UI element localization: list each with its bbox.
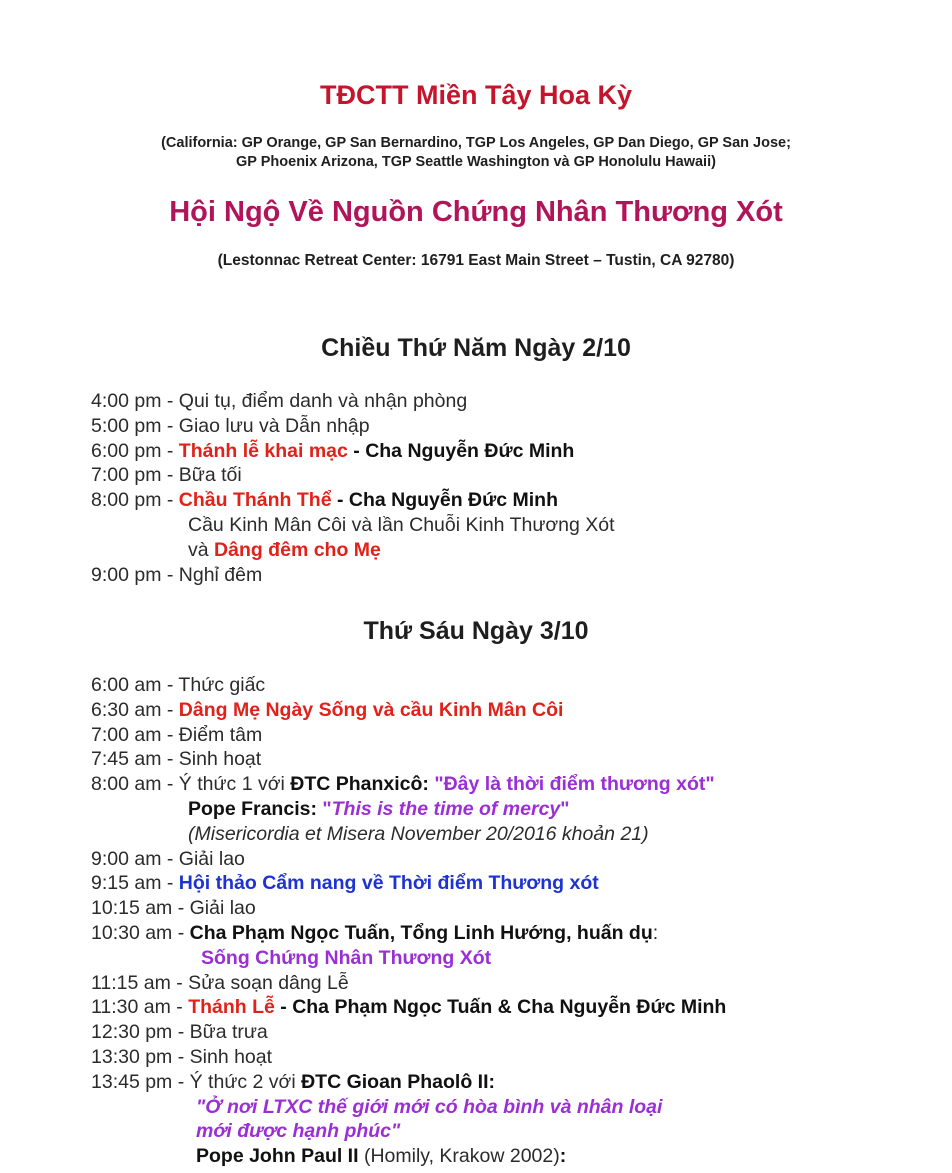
quote-purple: "Đây là thời điểm thương xót" (434, 773, 715, 796)
pope-name: ĐTC Gioan Phaolô II: (301, 1070, 496, 1093)
time-label: 13:45 pm - Ý thức 2 với (91, 1070, 302, 1093)
schedule-row (91, 921, 931, 946)
time-label: 8:00 am - Ý thức 1 với (91, 773, 291, 796)
time-label: 8:00 pm - (91, 489, 179, 512)
citation: (Homily, Krakow 2002) (358, 1145, 560, 1168)
schedule-row: 13:30 pm - Sinh hoạt (91, 1045, 273, 1068)
quote-mark: " (322, 797, 332, 820)
highlight-red: Dâng đêm cho Mẹ (214, 538, 381, 561)
colon: : (559, 1145, 567, 1168)
schedule-row: 6:00 am - Thức giấc (91, 674, 266, 696)
schedule-row: 7:00 am - Điểm tâm (91, 723, 263, 746)
schedule-row (91, 488, 931, 513)
highlight-red: Thánh Lễ (188, 996, 275, 1019)
schedule-row-continued (91, 1144, 931, 1169)
presider: - Cha Phạm Ngọc Tuấn & Cha Nguyễn Đức Minh (274, 996, 727, 1019)
presider: - Cha Nguyễn Đức Minh (331, 489, 559, 512)
dioceses-line-2: GP Phoenix Arizona, TGP Seattle Washington và GP Honolulu Hawaii) (236, 154, 716, 170)
citation: (Misericordia et Misera November 20/2016 khoản 21) (188, 822, 649, 845)
schedule-row (91, 772, 931, 797)
pope-name: ĐTC Phanxicô: (290, 773, 435, 796)
schedule-row: 7:00 pm - Bữa tối (91, 464, 242, 487)
schedule-row (91, 1070, 931, 1095)
time-label: 10:30 am - (91, 921, 190, 944)
time-label: 9:15 am - (91, 872, 179, 895)
quote-line: "Ở nơi LTXC thế giới mới có hòa bình và nhân loại (196, 1095, 663, 1118)
schedule-row: 9:00 pm - Nghỉ đêm (91, 563, 263, 586)
day2-schedule (91, 673, 931, 1169)
day1-schedule (91, 389, 931, 587)
talk-title: Sống Chứng Nhân Thương Xót (201, 946, 492, 969)
day2-heading: Thứ Sáu Ngày 3/10 (363, 617, 589, 645)
schedule-row (91, 439, 931, 464)
schedule-row-continued (91, 797, 931, 822)
dioceses-line-1: (California: GP Orange, GP San Bernardino, TGP Los Angeles, GP Dan Diego, GP San Jose; (161, 135, 791, 151)
schedule-row: 10:15 am - Giải lao (91, 897, 256, 920)
pope-name: Pope John Paul II (196, 1145, 359, 1168)
schedule-row: 7:45 am - Sinh hoạt (91, 748, 262, 771)
schedule-row: 4:00 pm - Qui tụ, điểm danh và nhận phòng (91, 390, 468, 412)
schedule-row: 9:00 am - Giải lao (91, 847, 245, 870)
time-label: 6:30 am - (91, 698, 179, 721)
dioceses-note (0, 134, 952, 172)
schedule-row-continued (91, 538, 931, 563)
highlight-blue: Hội thảo Cẩm nang về Thời điểm Thương xót (178, 872, 599, 895)
schedule-row: 12:30 pm - Bữa trưa (91, 1021, 268, 1044)
speaker: Cha Phạm Ngọc Tuấn, Tổng Linh Hướng, huấn dụ (189, 921, 653, 944)
schedule-row (91, 698, 931, 723)
quote-purple: This is the time of mercy (331, 797, 561, 820)
time-label: 6:00 pm - (91, 439, 179, 462)
location-note: (Lestonnac Retreat Center: 16791 East Main Street – Tustin, CA 92780) (217, 252, 735, 269)
highlight-red: Chầu Thánh Thể (178, 489, 332, 512)
quote-mark: " (560, 797, 570, 820)
schedule-row-continued: Cầu Kinh Mân Côi và lần Chuỗi Kinh Thương Xót (188, 513, 615, 536)
organization-title: TĐCTT Miền Tây Hoa Kỳ (319, 80, 633, 110)
pope-name: Pope Francis: (188, 797, 323, 820)
schedule-row: 5:00 pm - Giao lưu và Dẫn nhập (91, 414, 370, 437)
time-label: 11:30 am - (91, 996, 189, 1019)
day1-heading: Chiều Thứ Năm Ngày 2/10 (321, 334, 631, 362)
event-title: Hội Ngộ Về Nguồn Chứng Nhân Thương Xót (169, 196, 783, 228)
colon: : (652, 921, 659, 944)
quote-line: mới được hạnh phúc" (196, 1120, 401, 1143)
highlight-red: Dâng Mẹ Ngày Sống và cầu Kinh Mân Côi (178, 698, 564, 721)
highlight-red: Thánh lễ khai mạc (178, 439, 348, 462)
schedule-row: 11:15 am - Sửa soạn dâng Lễ (91, 971, 349, 994)
schedule-row (91, 871, 931, 896)
schedule-row (91, 995, 931, 1020)
presider: - Cha Nguyễn Đức Minh (347, 439, 575, 462)
text: và (188, 538, 215, 561)
